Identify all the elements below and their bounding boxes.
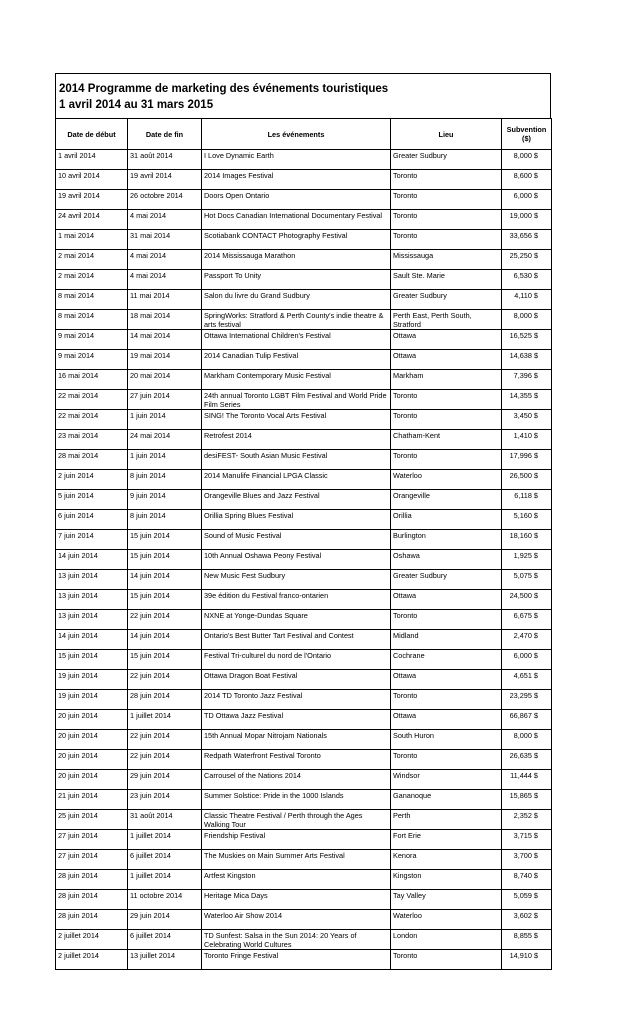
table-row: [56, 290, 552, 310]
start-date-cell: 23 mai 2014: [56, 430, 128, 450]
table-row: [56, 810, 552, 830]
amount-cell: 14,355 $: [502, 390, 552, 410]
event-name-cell: 15th Annual Mopar Nitrojam Nationals: [202, 730, 391, 750]
event-name-cell: Hot Docs Canadian International Documentary Festival: [202, 210, 391, 230]
place-cell: Orillia: [391, 510, 502, 530]
start-date-cell: 8 mai 2014: [56, 290, 128, 310]
amount-cell: 33,656 $: [502, 230, 552, 250]
place-cell: Toronto: [391, 410, 502, 430]
table-row: [56, 790, 552, 810]
end-date-cell: 1 juillet 2014: [128, 710, 202, 730]
table-row: [56, 610, 552, 630]
amount-cell: 6,675 $: [502, 610, 552, 630]
event-name-cell: 2014 Canadian Tulip Festival: [202, 350, 391, 370]
table-row: [56, 530, 552, 550]
place-cell: Greater Sudbury: [391, 150, 502, 170]
table-row: [56, 630, 552, 650]
place-cell: London: [391, 930, 502, 950]
table-row: [56, 950, 552, 970]
end-date-cell: 29 juin 2014: [128, 770, 202, 790]
amount-cell: 19,000 $: [502, 210, 552, 230]
start-date-cell: 27 juin 2014: [56, 850, 128, 870]
place-cell: Greater Sudbury: [391, 290, 502, 310]
end-date-cell: 13 juillet 2014: [128, 950, 202, 970]
table-row: [56, 510, 552, 530]
table-row: [56, 270, 552, 290]
event-name-cell: The Muskies on Main Summer Arts Festival: [202, 850, 391, 870]
end-date-cell: 22 juin 2014: [128, 670, 202, 690]
event-name-cell: Ontario's Best Butter Tart Festival and Contest: [202, 630, 391, 650]
start-date-cell: 2 juin 2014: [56, 470, 128, 490]
event-name-cell: Salon du livre du Grand Sudbury: [202, 290, 391, 310]
start-date-cell: 2 mai 2014: [56, 270, 128, 290]
amount-cell: 6,000 $: [502, 650, 552, 670]
event-name-cell: Redpath Waterfront Festival Toronto: [202, 750, 391, 770]
place-cell: Chatham-Kent: [391, 430, 502, 450]
table-row: [56, 350, 552, 370]
table-row: [56, 550, 552, 570]
event-name-cell: Ottawa Dragon Boat Festival: [202, 670, 391, 690]
start-date-cell: 8 mai 2014: [56, 310, 128, 330]
place-cell: Toronto: [391, 690, 502, 710]
end-date-cell: 9 juin 2014: [128, 490, 202, 510]
event-name-cell: Passport To Unity: [202, 270, 391, 290]
event-name-cell: 2014 TD Toronto Jazz Festival: [202, 690, 391, 710]
end-date-cell: 20 mai 2014: [128, 370, 202, 390]
amount-cell: 8,855 $: [502, 930, 552, 950]
place-cell: Toronto: [391, 450, 502, 470]
place-cell: Waterloo: [391, 470, 502, 490]
end-date-cell: 4 mai 2014: [128, 210, 202, 230]
start-date-cell: 14 juin 2014: [56, 550, 128, 570]
event-name-cell: desiFEST- South Asian Music Festival: [202, 450, 391, 470]
event-name-cell: 10th Annual Oshawa Peony Festival: [202, 550, 391, 570]
end-date-cell: 1 juin 2014: [128, 410, 202, 430]
end-date-cell: 24 mai 2014: [128, 430, 202, 450]
end-date-cell: 1 juillet 2014: [128, 830, 202, 850]
amount-cell: 5,059 $: [502, 890, 552, 910]
start-date-cell: 20 juin 2014: [56, 750, 128, 770]
start-date-cell: 19 juin 2014: [56, 670, 128, 690]
end-date-cell: 11 mai 2014: [128, 290, 202, 310]
place-cell: Perth: [391, 810, 502, 830]
end-date-cell: 28 juin 2014: [128, 690, 202, 710]
place-cell: Greater Sudbury: [391, 570, 502, 590]
amount-cell: 14,638 $: [502, 350, 552, 370]
event-name-cell: Markham Contemporary Music Festival: [202, 370, 391, 390]
amount-cell: 25,250 $: [502, 250, 552, 270]
event-name-cell: Carrousel of the Nations 2014: [202, 770, 391, 790]
end-date-cell: 1 juillet 2014: [128, 870, 202, 890]
event-name-cell: Orangeville Blues and Jazz Festival: [202, 490, 391, 510]
column-header-end: Date de fin: [128, 119, 202, 150]
end-date-cell: 22 juin 2014: [128, 610, 202, 630]
start-date-cell: 19 juin 2014: [56, 690, 128, 710]
column-header-place: Lieu: [391, 119, 502, 150]
end-date-cell: 18 mai 2014: [128, 310, 202, 330]
start-date-cell: 28 mai 2014: [56, 450, 128, 470]
amount-cell: 7,396 $: [502, 370, 552, 390]
place-cell: Markham: [391, 370, 502, 390]
place-cell: Burlington: [391, 530, 502, 550]
end-date-cell: 11 octobre 2014: [128, 890, 202, 910]
amount-cell: 3,700 $: [502, 850, 552, 870]
event-name-cell: Classic Theatre Festival / Perth through the Ages Walking Tour: [202, 810, 391, 830]
start-date-cell: 27 juin 2014: [56, 830, 128, 850]
start-date-cell: 24 avril 2014: [56, 210, 128, 230]
amount-cell: 15,865 $: [502, 790, 552, 810]
title-box: [55, 73, 551, 118]
amount-cell: 8,740 $: [502, 870, 552, 890]
amount-cell: 11,444 $: [502, 770, 552, 790]
events-table: [55, 118, 552, 970]
amount-cell: 6,000 $: [502, 190, 552, 210]
event-name-cell: Orillia Spring Blues Festival: [202, 510, 391, 530]
end-date-cell: 14 juin 2014: [128, 630, 202, 650]
event-name-cell: 2014 Images Festival: [202, 170, 391, 190]
table-row: [56, 750, 552, 770]
end-date-cell: 29 juin 2014: [128, 910, 202, 930]
amount-cell: 5,160 $: [502, 510, 552, 530]
table-row: [56, 590, 552, 610]
event-name-cell: Heritage Mica Days: [202, 890, 391, 910]
start-date-cell: 22 mai 2014: [56, 390, 128, 410]
amount-cell: 1,925 $: [502, 550, 552, 570]
table-row: [56, 410, 552, 430]
end-date-cell: 23 juin 2014: [128, 790, 202, 810]
event-name-cell: Doors Open Ontario: [202, 190, 391, 210]
end-date-cell: 14 mai 2014: [128, 330, 202, 350]
table-row: [56, 210, 552, 230]
table-row: [56, 250, 552, 270]
column-header-event: Les événements: [202, 119, 391, 150]
place-cell: Mississauga: [391, 250, 502, 270]
start-date-cell: 1 avril 2014: [56, 150, 128, 170]
place-cell: Perth East, Perth South, Stratford: [391, 310, 502, 330]
start-date-cell: 15 juin 2014: [56, 650, 128, 670]
event-name-cell: 2014 Mississauga Marathon: [202, 250, 391, 270]
event-name-cell: TD Sunfest: Salsa in the Sun 2014: 20 Years of Celebrating World Cultures: [202, 930, 391, 950]
amount-cell: 2,352 $: [502, 810, 552, 830]
table-row: [56, 450, 552, 470]
start-date-cell: 20 juin 2014: [56, 730, 128, 750]
end-date-cell: 1 juin 2014: [128, 450, 202, 470]
start-date-cell: 21 juin 2014: [56, 790, 128, 810]
start-date-cell: 16 mai 2014: [56, 370, 128, 390]
amount-cell: 3,715 $: [502, 830, 552, 850]
amount-cell: 3,450 $: [502, 410, 552, 430]
place-cell: Sault Ste. Marie: [391, 270, 502, 290]
place-cell: Ottawa: [391, 590, 502, 610]
event-name-cell: Sound of Music Festival: [202, 530, 391, 550]
start-date-cell: 19 avril 2014: [56, 190, 128, 210]
start-date-cell: 22 mai 2014: [56, 410, 128, 430]
amount-cell: 4,651 $: [502, 670, 552, 690]
table-row: [56, 310, 552, 330]
place-cell: Waterloo: [391, 910, 502, 930]
event-name-cell: NXNE at Yonge-Dundas Square: [202, 610, 391, 630]
place-cell: Ottawa: [391, 710, 502, 730]
end-date-cell: 31 août 2014: [128, 150, 202, 170]
amount-cell: 5,075 $: [502, 570, 552, 590]
table-row: [56, 910, 552, 930]
event-name-cell: Artfest Kingston: [202, 870, 391, 890]
place-cell: Fort Erie: [391, 830, 502, 850]
amount-cell: 18,160 $: [502, 530, 552, 550]
amount-cell: 1,410 $: [502, 430, 552, 450]
start-date-cell: 2 juillet 2014: [56, 950, 128, 970]
table-row: [56, 730, 552, 750]
start-date-cell: 9 mai 2014: [56, 350, 128, 370]
table-row: [56, 850, 552, 870]
table-row: [56, 770, 552, 790]
table-row: [56, 870, 552, 890]
event-name-cell: I Love Dynamic Earth: [202, 150, 391, 170]
amount-cell: 8,600 $: [502, 170, 552, 190]
end-date-cell: 4 mai 2014: [128, 250, 202, 270]
amount-cell: 24,500 $: [502, 590, 552, 610]
place-cell: Windsor: [391, 770, 502, 790]
end-date-cell: 26 octobre 2014: [128, 190, 202, 210]
event-name-cell: 2014 Manulife Financial LPGA Classic: [202, 470, 391, 490]
event-name-cell: Summer Solstice: Pride in the 1000 Islands: [202, 790, 391, 810]
end-date-cell: 19 mai 2014: [128, 350, 202, 370]
place-cell: Ottawa: [391, 350, 502, 370]
start-date-cell: 7 juin 2014: [56, 530, 128, 550]
document-period: 1 avril 2014 au 31 mars 2015: [59, 99, 214, 111]
start-date-cell: 6 juin 2014: [56, 510, 128, 530]
event-name-cell: 24th annual Toronto LGBT Film Festival and World Pride Film Series: [202, 390, 391, 410]
start-date-cell: 13 juin 2014: [56, 610, 128, 630]
event-name-cell: Retrofest 2014: [202, 430, 391, 450]
end-date-cell: 31 mai 2014: [128, 230, 202, 250]
start-date-cell: 28 juin 2014: [56, 910, 128, 930]
event-name-cell: Waterloo Air Show 2014: [202, 910, 391, 930]
start-date-cell: 9 mai 2014: [56, 330, 128, 350]
event-name-cell: Ottawa International Children's Festival: [202, 330, 391, 350]
amount-cell: 26,500 $: [502, 470, 552, 490]
start-date-cell: 13 juin 2014: [56, 590, 128, 610]
start-date-cell: 2 juillet 2014: [56, 930, 128, 950]
table-row: [56, 190, 552, 210]
amount-cell: 26,635 $: [502, 750, 552, 770]
place-cell: Oshawa: [391, 550, 502, 570]
place-cell: Toronto: [391, 750, 502, 770]
table-row: [56, 330, 552, 350]
table-header-row: [56, 119, 552, 150]
table-row: [56, 370, 552, 390]
amount-cell: 16,525 $: [502, 330, 552, 350]
event-name-cell: Scotiabank CONTACT Photography Festival: [202, 230, 391, 250]
event-name-cell: 39e édition du Festival franco-ontarien: [202, 590, 391, 610]
table-row: [56, 570, 552, 590]
place-cell: Toronto: [391, 230, 502, 250]
amount-cell: 6,530 $: [502, 270, 552, 290]
end-date-cell: 15 juin 2014: [128, 650, 202, 670]
end-date-cell: 15 juin 2014: [128, 590, 202, 610]
place-cell: Tay Valley: [391, 890, 502, 910]
column-header-amount: Subvention ($): [502, 119, 552, 150]
place-cell: South Huron: [391, 730, 502, 750]
place-cell: Toronto: [391, 950, 502, 970]
document-title: 2014 Programme de marketing des événements touristiques: [59, 83, 389, 95]
place-cell: Gananoque: [391, 790, 502, 810]
table-row: [56, 230, 552, 250]
start-date-cell: 1 mai 2014: [56, 230, 128, 250]
end-date-cell: 6 juillet 2014: [128, 930, 202, 950]
place-cell: Midland: [391, 630, 502, 650]
end-date-cell: 15 juin 2014: [128, 550, 202, 570]
end-date-cell: 19 avril 2014: [128, 170, 202, 190]
event-name-cell: SING! The Toronto Vocal Arts Festival: [202, 410, 391, 430]
place-cell: Toronto: [391, 170, 502, 190]
table-row: [56, 650, 552, 670]
table-row: [56, 150, 552, 170]
table-row: [56, 170, 552, 190]
table-row: [56, 430, 552, 450]
table-row: [56, 490, 552, 510]
place-cell: Orangeville: [391, 490, 502, 510]
end-date-cell: 4 mai 2014: [128, 270, 202, 290]
table-row: [56, 830, 552, 850]
event-name-cell: SpringWorks: Stratford & Perth County's indie theatre & arts festival: [202, 310, 391, 330]
start-date-cell: 14 juin 2014: [56, 630, 128, 650]
amount-cell: 8,000 $: [502, 310, 552, 330]
end-date-cell: 8 juin 2014: [128, 470, 202, 490]
end-date-cell: 22 juin 2014: [128, 730, 202, 750]
amount-cell: 14,910 $: [502, 950, 552, 970]
start-date-cell: 20 juin 2014: [56, 710, 128, 730]
place-cell: Kingston: [391, 870, 502, 890]
event-name-cell: Toronto Fringe Festival: [202, 950, 391, 970]
table-row: [56, 390, 552, 410]
place-cell: Cochrane: [391, 650, 502, 670]
event-name-cell: New Music Fest Sudbury: [202, 570, 391, 590]
amount-cell: 6,118 $: [502, 490, 552, 510]
place-cell: Kenora: [391, 850, 502, 870]
start-date-cell: 25 juin 2014: [56, 810, 128, 830]
amount-cell: 23,295 $: [502, 690, 552, 710]
table-row: [56, 890, 552, 910]
amount-cell: 8,000 $: [502, 150, 552, 170]
start-date-cell: 20 juin 2014: [56, 770, 128, 790]
end-date-cell: 6 juillet 2014: [128, 850, 202, 870]
place-cell: Toronto: [391, 390, 502, 410]
start-date-cell: 13 juin 2014: [56, 570, 128, 590]
start-date-cell: 28 juin 2014: [56, 870, 128, 890]
amount-cell: 17,996 $: [502, 450, 552, 470]
amount-cell: 2,470 $: [502, 630, 552, 650]
place-cell: Ottawa: [391, 330, 502, 350]
end-date-cell: 27 juin 2014: [128, 390, 202, 410]
place-cell: Ottawa: [391, 670, 502, 690]
event-name-cell: Friendship Festival: [202, 830, 391, 850]
document-sheet: [55, 73, 551, 970]
end-date-cell: 15 juin 2014: [128, 530, 202, 550]
table-row: [56, 670, 552, 690]
end-date-cell: 22 juin 2014: [128, 750, 202, 770]
amount-cell: 4,110 $: [502, 290, 552, 310]
start-date-cell: 28 juin 2014: [56, 890, 128, 910]
table-row: [56, 710, 552, 730]
end-date-cell: 8 juin 2014: [128, 510, 202, 530]
event-name-cell: Festival Tri-culturel du nord de l'Ontario: [202, 650, 391, 670]
end-date-cell: 14 juin 2014: [128, 570, 202, 590]
start-date-cell: 10 avril 2014: [56, 170, 128, 190]
end-date-cell: 31 août 2014: [128, 810, 202, 830]
place-cell: Toronto: [391, 210, 502, 230]
column-header-start: Date de début: [56, 119, 128, 150]
table-row: [56, 690, 552, 710]
event-name-cell: TD Ottawa Jazz Festival: [202, 710, 391, 730]
table-row: [56, 470, 552, 490]
amount-cell: 3,602 $: [502, 910, 552, 930]
amount-cell: 8,000 $: [502, 730, 552, 750]
start-date-cell: 2 mai 2014: [56, 250, 128, 270]
place-cell: Toronto: [391, 190, 502, 210]
table-row: [56, 930, 552, 950]
place-cell: Toronto: [391, 610, 502, 630]
amount-cell: 66,867 $: [502, 710, 552, 730]
table-body: [56, 150, 552, 970]
start-date-cell: 5 juin 2014: [56, 490, 128, 510]
